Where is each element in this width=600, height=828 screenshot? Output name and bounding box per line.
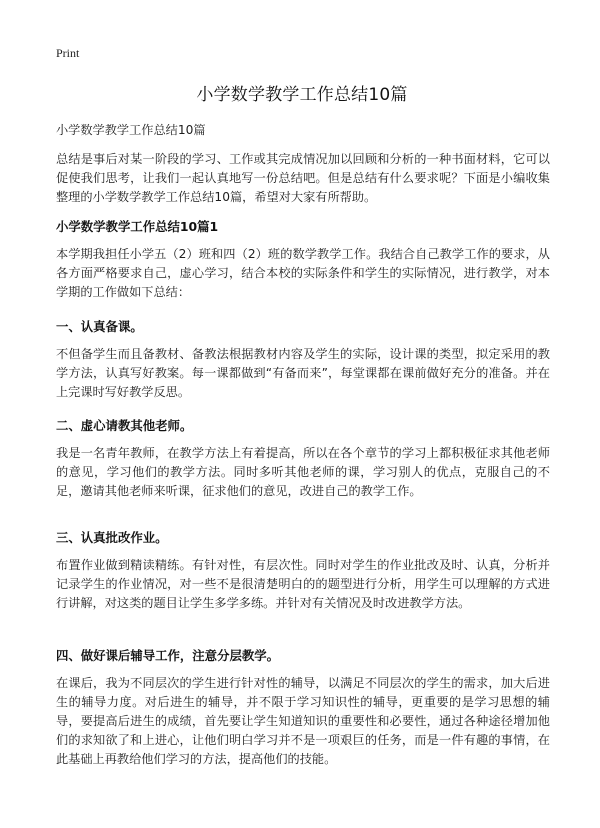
- document-subtitle: 小学数学教学工作总结10篇: [56, 123, 206, 137]
- print-label: Print: [56, 46, 80, 60]
- section-intro-paragraph: 本学期我担任小学五（2）班和四（2）班的数学教学工作。我结合自己教学工作的要求，从各方面严格要求自己，虚心学习，结合本校的实际条件和学生的实际情况，进行教学，对本学期的工作做如下总结：: [56, 247, 550, 299]
- paragraph-consult-teachers: 我是一名青年教师，在教学方法上有着提高，所以在各个章节的学习上都积极征求其他老师的意见，学习他们的教学方法。同时多听其他老师的课，学习别人的优点，克服自己的不足，邀请其他老师来听课，征求他们的意见，改进自己的教学工作。: [56, 446, 550, 498]
- heading-consult-teachers: 二、虚心请教其他老师。: [56, 418, 193, 433]
- intro-paragraph: 总结是事后对某一阶段的学习、工作或其完成情况加以回顾和分析的一种书面材料，它可以促使我们思考，让我们一起认真地写一份总结吧。但是总结有什么要求呢？下面是小编收集整理的小学数学教学工作总结10篇，希望对大家有所帮助。: [56, 152, 550, 204]
- document-title: 小学数学教学工作总结10篇: [196, 85, 408, 105]
- heading-grade-homework: 三、认真批改作业。: [56, 530, 168, 545]
- paragraph-tutoring: 在课后，我为不同层次的学生进行针对性的辅导，以满足不同层次的学生的需求，加大后进生的辅导力度。对后进生的辅导，并不限于学习知识性的辅导，更重要的是学习思想的辅导，要提高后进生的成绩，首先要让学生知道知识的重要性和必要性，通过各种途径增加他们的求知欲了和上进心，让他们明白学习并不是一项艰巨的任务，而是一件有趣的事情，在此基础上再教给他们学习的方法，提高他们的技能。: [56, 676, 550, 766]
- heading-prepare-lessons: 一、认真备课。: [56, 319, 143, 334]
- paragraph-grade-homework: 布置作业做到精读精练。有针对性，有层次性。同时对学生的作业批改及时、认真，分析并记录学生的作业情况，对一些不是很清楚明白的的题型进行分析，用学生可以理解的方式进行讲解，对这类的题目让学生多学多练。并针对有关情况及时改进教学方法。: [56, 558, 550, 610]
- paragraph-prepare-lessons: 不但备学生而且备教材、备教法根据教材内容及学生的实际，设计课的类型，拟定采用的教学方法，认真写好教案。每一课都做到“有备而来”，每堂课都在课前做好充分的准备。并在上完课时写好教学反思。: [56, 347, 550, 399]
- section-title: 小学数学教学工作总结10篇1: [56, 219, 219, 234]
- heading-tutoring: 四、做好课后辅导工作，注意分层教学。: [56, 648, 280, 663]
